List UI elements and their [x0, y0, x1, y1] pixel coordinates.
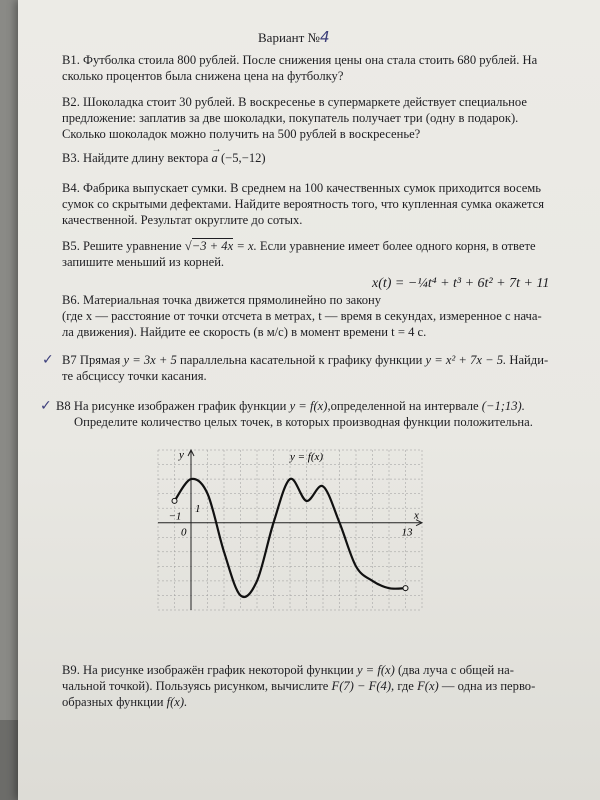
graph-title: y = f(x): [290, 451, 324, 463]
variant-title: Вариант №4: [258, 28, 330, 46]
tick-label-13: 13: [401, 526, 413, 539]
open-endpoint: [403, 586, 408, 591]
vector-a: → a: [211, 144, 222, 165]
x-axis-label: x: [414, 509, 419, 522]
problem-b5: B5. Решите уравнение √−3 + 4x = x. Если уравнение имеет более одного корня, в ответе запишите меньший из корней.: [62, 239, 536, 269]
problem-b3: B3. Найдите длину вектора → a (−5,−12): [62, 144, 266, 165]
tick-label-minus1: −1: [168, 510, 182, 523]
open-endpoint: [172, 498, 177, 503]
problem-b8: B8 На рисунке изображен график функции y = f(x),определенной на интервале (−1;13). Определите количество целых точек, в которых производная функции положительна.: [56, 399, 533, 429]
problem-b2: B2. Шоколадка стоит 30 рублей. В воскресенье в супермаркете действует специальное предложение: заплатив за две шоколадки, покупатель получает три (одну в подарок). Сколько шоколадок можно получить на 500 рублей в воскресенье?: [62, 95, 527, 141]
b6-formula: x(t) = −¼t⁴ + t³ + 6t² + 7t + 11: [372, 276, 550, 291]
checkmark-icon: ✓: [42, 352, 54, 368]
function-graph: [150, 440, 430, 620]
background-corner: [0, 720, 18, 800]
problem-b4: B4. Фабрика выпускает сумки. В среднем на 100 качественных сумок приходится восемь сумок со скрытыми дефектами. Найдите вероятность того, что купленная сумка окажется качественной. Результат округлите до сотых.: [62, 181, 545, 227]
problem-b1: B1. Футболка стоила 800 рублей. После снижения цены она стала стоить 680 рублей. На сколько процентов была снижена цена на футболку?: [62, 53, 538, 83]
tick-label-y1: 1: [195, 503, 201, 516]
problem-b6: B6. Материальная точка движется прямолинейно по закону (где x — расстояние от точки отсчета в метрах, t — время в секундах, измеренное с нача- ла движения). Найдите ее скорость (в м/с) в момент времени t = 4 с.: [62, 293, 542, 339]
handwritten-variant-number: 4: [319, 28, 330, 46]
tick-label-origin: 0: [181, 526, 187, 539]
problem-b7: B7 Прямая y = 3x + 5 параллельна касательной к графику функции y = x² + 7x − 5. Найди- те абсциссу точки касания.: [62, 353, 549, 383]
y-axis-label: y: [179, 449, 184, 461]
checkmark-icon: ✓: [40, 398, 52, 414]
problem-b9: B9. На рисунке изображён график некоторой функции y = f(x) (два луча с общей на- чальной точкой). Пользуясь рисунком, вычислите F(7) − F(4), где F(x) — одна из перво- образных функции f(x).: [62, 663, 536, 709]
